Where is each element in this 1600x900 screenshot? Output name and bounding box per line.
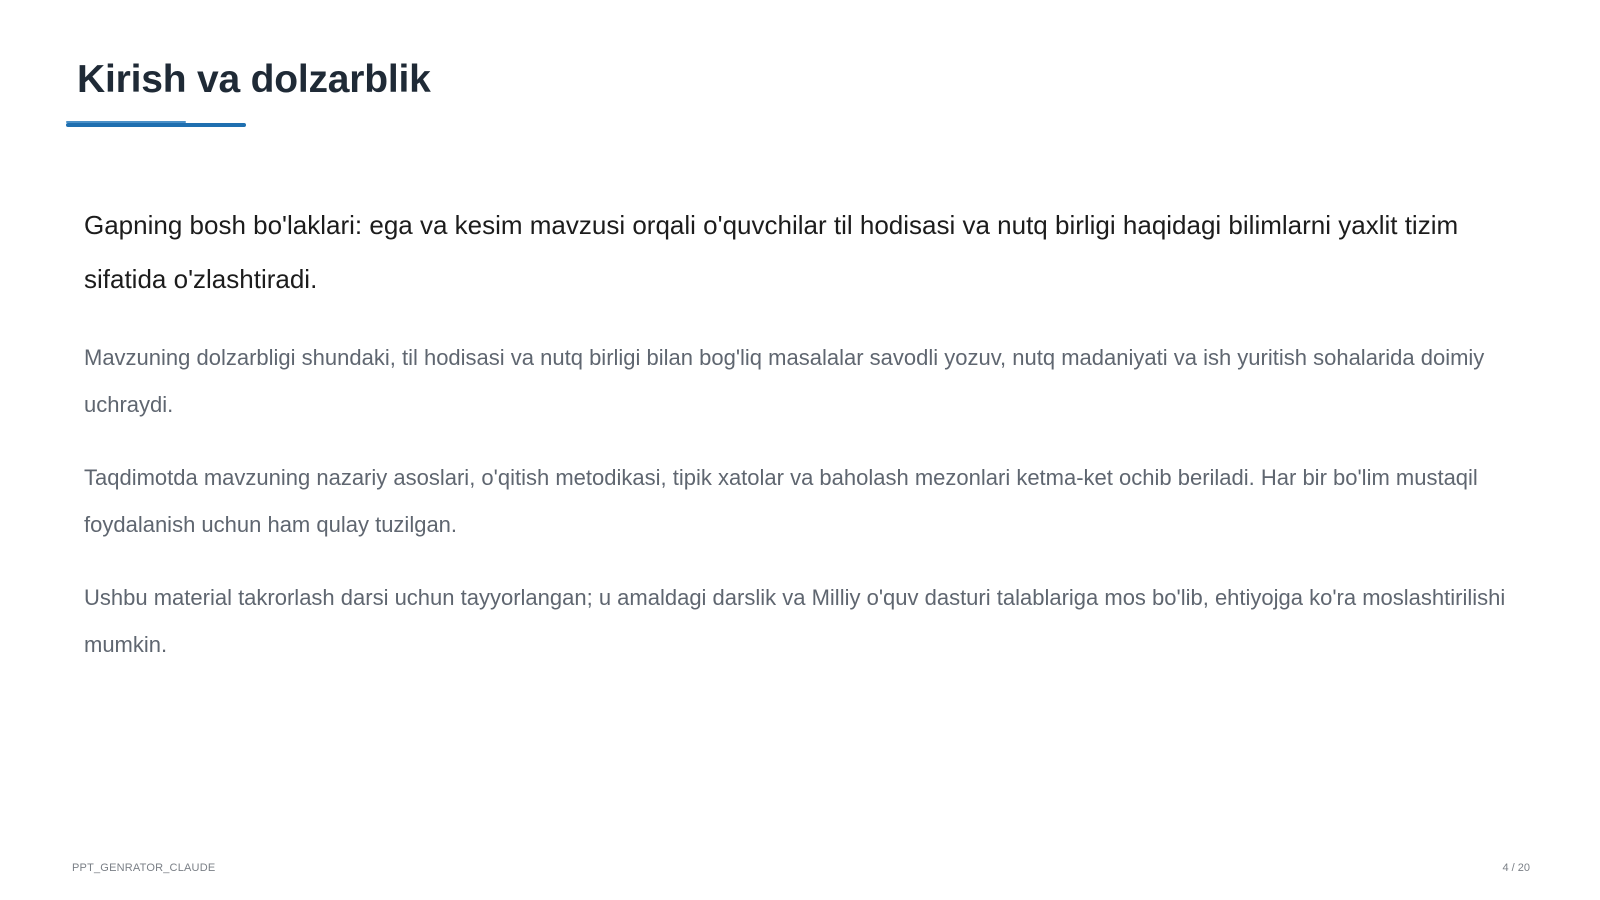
footer-source-label: PPT_GENRATOR_CLAUDE — [72, 862, 216, 874]
body-paragraph-relevance: Mavzuning dolzarbligi shundaki, til hodisasi va nutq birligi bilan bog'liq masalalar savodli yozuv, nutq madaniyati va ish yuritish sohalarida doimiy uchraydi. — [84, 345, 1485, 417]
body-paragraph-purpose: Ushbu material takrorlash darsi uchun tayyorlangan; u amaldagi darslik va Milliy o'quv dasturi talablariga mos bo'lib, ehtiyojga ko'ra moslashtirilishi mumkin. — [84, 585, 1506, 657]
page-number: 4 / 20 — [1502, 862, 1530, 874]
body-paragraph-overview: Taqdimotda mavzuning nazariy asoslari, o'qitish metodikasi, tipik xatolar va baholash mezonlari ketma-ket ochib beriladi. Har bir bo'lim mustaqil foydalanish uchun ham qulay tuzilgan. — [84, 465, 1478, 537]
slide-content — [84, 198, 1524, 694]
title-underline-accent — [66, 123, 246, 127]
lead-paragraph: Gapning bosh bo'laklari: ega va kesim mavzusi orqali o'quvchilar til hodisasi va nutq birligi haqidagi bilimlarni yaxlit tizim sifatida o'zlashtiradi. — [84, 210, 1459, 294]
slide-title: Kirish va dolzarblik — [77, 58, 431, 101]
